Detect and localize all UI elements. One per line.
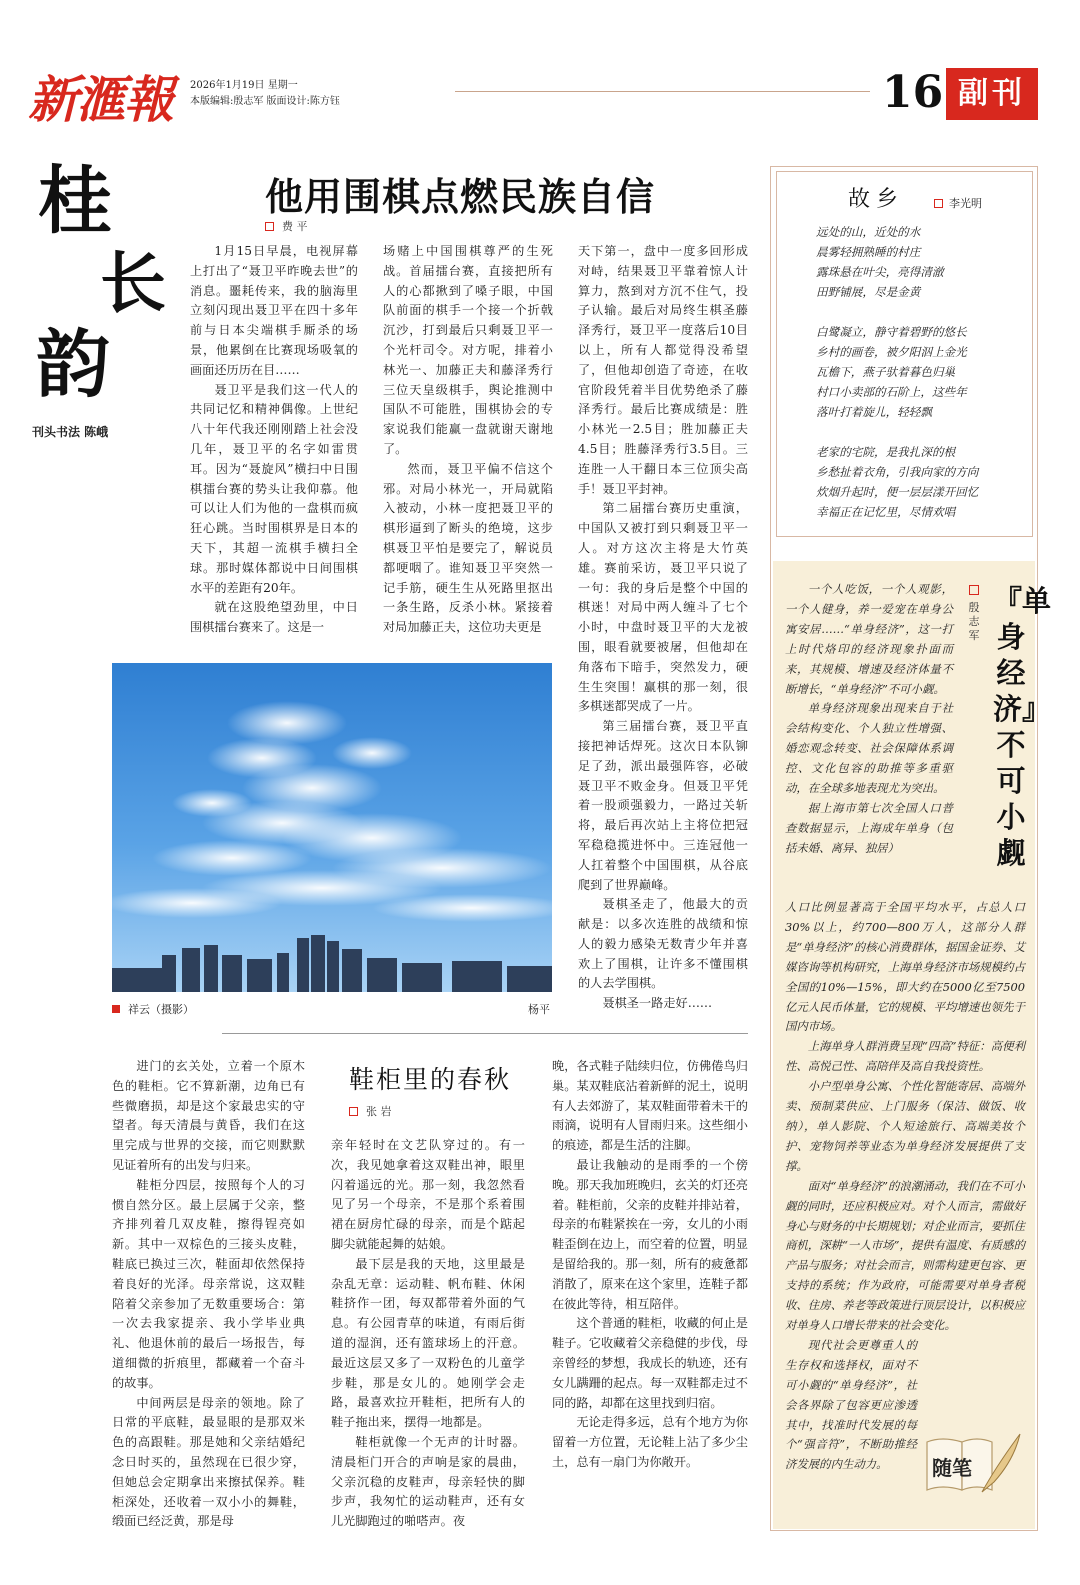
page-number: 16 bbox=[882, 67, 944, 118]
poem-line: 白鹭凝立，静守着碧野的悠长 bbox=[816, 325, 967, 339]
paragraph: 场赌上中国围棋尊严的生死战。首届擂台赛，直接把所有人的心都揪到了嗓子眼，中国队前面的棋手一个接一个折戟沉沙，打到最后只剩聂卫平一个光杆司令。对方呢，排着小林光一、加藤正夫和藤泽秀行三位天皇级棋手，舆论推测中国队不可能胜，围棋协会的专家说我们能赢一盘就谢天谢地了。 bbox=[383, 244, 553, 456]
paragraph: 现代社会更尊重人的生存权和选择权，面对不可小觑的“单身经济”，社会各界除了包容更应渗透其中，找准时代发展的每个“强音符”，不断助推经济发展的内生动力。 bbox=[785, 1337, 917, 1472]
paragraph: 最让我触动的是雨季的一个傍晚。那天我加班晚归，玄关的灯还亮着。鞋柜前，父亲的皮鞋并排站着，母亲的布鞋紧挨在一旁，女儿的小雨鞋歪倒在边上，而空着的位置，明显是留给我的。那一刻，所有的疲惫都消散了，原来在这个家里，连鞋子都在彼此等待，相互陪伴。 bbox=[552, 1157, 748, 1311]
paragraph: 这个普通的鞋柜，收藏的何止是鞋子。它收藏着父亲稳健的步伐，母亲曾经的梦想，我成长的轨迹，还有女儿蹒跚的起点。每一双鞋都走过不同的路，却都在这里找到归宿。 bbox=[552, 1316, 748, 1410]
byline-marker-icon bbox=[969, 585, 979, 595]
poem-stanza bbox=[816, 442, 978, 522]
essay-byline bbox=[966, 585, 982, 643]
column-title-char: 桂 bbox=[38, 158, 112, 244]
article1-column-2 bbox=[383, 242, 553, 638]
paragraph: 天下第一，盘中一度多回形成对峙，结果聂卫平靠着惊人计算力，熬到对方沉不住气，投子认输。最后对局终生棋圣藤泽秀行，聂卫平一度落后10目以上，所有人都觉得没希望了，但他却创造了奇迹，在收官阶段凭着半目优势绝杀了藤泽秀行。最后比赛成绩是：胜小林光一2.5目；胜加藤正夫4.5目；胜藤泽秀行3.5目。三连胜一人干翻日本三位顶尖高手！聂卫平封神。 bbox=[578, 244, 748, 496]
paragraph: 进门的玄关处，立着一个原木色的鞋柜。它不算新潮，边角已有些微磨损，却是这个家最忠实的守望者。每天清晨与黄昏，我们在这里完成与世界的交接，而它则默默见证着所有的出发与归来。 bbox=[112, 1059, 305, 1172]
quill-scroll-icon bbox=[922, 1430, 1022, 1500]
article-divider bbox=[222, 1033, 748, 1034]
section-label: 副刊 bbox=[946, 68, 1038, 120]
column-title-calligraphy bbox=[28, 160, 178, 420]
paragraph: 鞋柜就像一个无声的计时器。清晨柜门开合的声响是家的晨曲，父亲沉稳的皮鞋声，母亲轻快的脚步声，我匆忙的运动鞋声，还有女儿光脚跑过的啪嗒声。夜 bbox=[331, 1434, 525, 1529]
paragraph: 一个人吃饭，一个人观影，一个人健身，养一爱宠在单身公寓安居……“单身经济”，这一打上时代烙印的经济现象扑面而来，其规模、增速及经济体量不断增长，“单身经济”不可小觑。 bbox=[785, 582, 953, 696]
poem-line: 落叶打着旋儿，轻轻飘 bbox=[816, 405, 932, 419]
poem-line: 炊烟升起时，便一层层漾开回忆 bbox=[816, 485, 979, 499]
byline-marker-icon bbox=[349, 1107, 358, 1116]
column-title-char: 长 bbox=[100, 244, 166, 322]
issue-date: 2026年1月19日 星期一 bbox=[190, 80, 298, 91]
paragraph: 亲年轻时在文艺队穿过的。有一次，我见她拿着这双鞋出神，眼里闪着遥远的光。那一刻，我忽然看见了另一个母亲，不是那个系着围裙在厨房忙碌的母亲，而是个踮起脚尖就能起舞的姑娘。 bbox=[331, 1138, 525, 1251]
paragraph: 鞋柜分四层，按照每个人的习惯自然分区。最上层属于父亲，整齐排列着几双皮鞋，擦得锃亮如新。其中一双棕色的三接头皮鞋，鞋底已换过三次，鞋面却依然保持着良好的光泽。母亲常说，这双鞋陪着父亲参加了无数重要场合：第一次去我家提亲、我小学毕业典礼、他退休前的最后一场报告，每道细微的折痕里，都藏着一个奋斗的故事。 bbox=[112, 1177, 305, 1390]
column-title-char: 韵 bbox=[36, 322, 110, 408]
paragraph: 据上海市第七次全国人口普查数据显示，上海成年单身（包括未婚、离异、独居） bbox=[785, 800, 953, 855]
paragraph: 无论走得多远，总有个地方为你留着一方位置，无论鞋上沾了多少尘土，总有一扇门为你敞开。 bbox=[552, 1415, 748, 1469]
paragraph: 第二届擂台赛历史重演，中国队又被打到只剩聂卫平一人。对方这次主将是大竹英雄。赛前采访，聂卫平只说了一句：我的身后是整个中国的棋迷！对局中两人缠斗了七个小时，中盘时聂卫平的大龙被围，眼看就要被屠，但他却在角落布下暗手，突然发力，硬生生突围！赢棋的那一刻，很多棋迷都哭成了一片。 bbox=[578, 501, 748, 714]
poem-line: 远处的山，近处的水 bbox=[816, 225, 921, 239]
photo-credit: 杨平 bbox=[528, 1003, 550, 1016]
article2-author: 张 岩 bbox=[366, 1105, 392, 1118]
masthead-info bbox=[190, 78, 340, 110]
article2-column-3 bbox=[552, 1057, 748, 1473]
poem-line: 田野铺展，尽是金黄 bbox=[816, 285, 921, 299]
photo-caption-text: 祥云（摄影） bbox=[128, 1003, 194, 1016]
poem-body bbox=[816, 222, 978, 542]
article1-author: 费 平 bbox=[282, 220, 308, 233]
poem-title: 故乡 bbox=[848, 187, 905, 212]
poem-line: 乡愁扯着衣角，引我向家的方向 bbox=[816, 465, 979, 479]
quill-scroll-graphic bbox=[922, 1430, 1022, 1500]
paragraph: 第三届擂台赛，聂卫平直接把神话焊死。这次日本队铆足了劲，派出最强阵容，必破聂卫平不败金身。但聂卫平凭着一股顽强毅力，一路过关斩将，最后再次站上主将位把冠军稳稳揽进怀中。三连冠他一人扛着整个中国围棋，从谷底爬到了世界巅峰。 bbox=[578, 719, 748, 892]
paragraph: 面对“单身经济”的浪潮涌动，我们在不可小觑的同时，还应积极应对。对个人而言，需做好身心与财务的中长期规划；对企业而言，要抓住商机，深耕“一人市场”，提供有温度、有质感的产品与服务；对社会而言，则需构建更包容、更支持的系统；作为政府，可能需要对单身者税收、住房、养老等政策进行顶层设计，以积极应对单身人口增长带来的社会变化。 bbox=[785, 1178, 1025, 1333]
article2-column-2 bbox=[331, 1136, 525, 1532]
editor-credits: 本版编辑:殷志军 版面设计:陈方钰 bbox=[190, 96, 340, 107]
essay-bottom-column bbox=[785, 898, 1025, 1475]
article1-byline bbox=[265, 218, 308, 234]
poem-author: 李光明 bbox=[949, 197, 982, 210]
caption-marker-icon bbox=[112, 1005, 120, 1013]
paragraph: 聂棋圣一路走好…… bbox=[602, 996, 713, 1011]
byline-marker-icon bbox=[934, 199, 943, 208]
article1-column-1 bbox=[190, 242, 358, 638]
paragraph: 聂棋圣走了，他最大的贡献是：以多次连胜的战绩和惊人的毅力感染无数青少年并喜欢上了围棋，让许多不懂围棋的人去学围棋。 bbox=[578, 897, 748, 991]
poem-stanza bbox=[816, 322, 978, 422]
essay-title: 『单身经济』不可小觑 bbox=[993, 584, 1052, 870]
paragraph: 晚，各式鞋子陆续归位，仿佛倦鸟归巢。某双鞋底沾着新鲜的泥土，说明有人去郊游了，某双鞋面带着未干的雨滴，说明有人冒雨归来。这些细小的痕迹，都是生活的注脚。 bbox=[552, 1059, 748, 1153]
essay-author: 殷志军 bbox=[968, 601, 980, 642]
sky-photograph bbox=[112, 663, 552, 992]
poem-byline bbox=[934, 195, 982, 211]
newspaper-masthead-logo: 新滙報 bbox=[28, 70, 172, 129]
sky-photo-image bbox=[112, 663, 552, 992]
paragraph: 然而，聂卫平偏不信这个邪。对局小林光一，开局就陷入被动，小林一度把聂卫平的棋形逼到了断头的绝境，这步棋聂卫平怕是要完了，解说员都哽咽了。谁知聂卫平突然一记手筋，硬生生从死路里抠出一条生路，反杀小林。紧接着对局加藤正夫，这位功夫更是 bbox=[383, 461, 553, 635]
calligraphy-credit: 刊头书法 陈峨 bbox=[32, 425, 109, 439]
quill-label: 随笔 bbox=[932, 1456, 972, 1480]
photo-caption bbox=[112, 1001, 194, 1017]
poem-line: 瓦檐下，燕子驮着暮色归巢 bbox=[816, 365, 956, 379]
article1-headline: 他用围棋点燃民族自信 bbox=[265, 174, 656, 219]
paragraph: 就在这股绝望劲里，中日围棋擂台赛来了。这是一 bbox=[190, 600, 358, 635]
byline-marker-icon bbox=[265, 222, 274, 231]
masthead-rule bbox=[455, 91, 870, 92]
poem-line: 晨雾轻拥熟睡的村庄 bbox=[816, 245, 921, 259]
paragraph: 单身经济现象出现来自于社会结构变化、个人独立性增强、婚恋观念转变、社会保障体系调控、文化包容的助推等多重驱动，在全球多地表现尤为突出。 bbox=[785, 701, 953, 796]
paragraph: 最下层是我的天地，这里最是杂乱无章：运动鞋、帆布鞋、休闲鞋挤作一团，每双都带着外面的气息。有公园青草的味道，有雨后街道的湿润，还有篮球场上的汗意。最近这层又多了一双粉色的儿童学步鞋，那是女儿的。她刚学会走路，最喜欢拉开鞋柜，把所有人的鞋子拖出来，摆得一地都是。 bbox=[331, 1256, 525, 1430]
poem-line: 幸福正在记忆里，尽情欢唱 bbox=[816, 505, 956, 519]
article2-column-1 bbox=[112, 1057, 305, 1532]
poem-line: 露珠悬在叶尖，亮得清澈 bbox=[816, 265, 944, 279]
article1-column-3 bbox=[578, 242, 748, 1014]
paragraph: 中间两层是母亲的领地。除了日常的平底鞋，最显眼的是那双米色的高跟鞋。那是她和父亲结婚纪念日时买的，虽然现在已很少穿，但她总会定期拿出来擦拭保养。鞋柜深处，还收着一双小小的舞鞋，缎面已经泛黄，那是母 bbox=[112, 1395, 305, 1529]
paragraph: 1月15日早晨，电视屏幕上打出了“聂卫平昨晚去世”的消息。噩耗传来，我的脑海里立刻闪现出聂卫平在四十多年前与日本尖端棋手厮杀的场景，他累倒在比赛现场吸氧的画面还历历在目…… bbox=[190, 244, 358, 377]
paragraph: 聂卫平是我们这一代人的共同记忆和精神偶像。上世纪八十年代我还刚刚踏上社会没几年，聂卫平的名字如雷贯耳。因为“聂旋风”横扫中日围棋擂台赛的势头让我仰慕。他可以让人们为他的一盘棋而疯狂心跳。当时围棋界是日本的天下，其超一流棋手横扫全球。那时媒体都说中日间围棋水平的差距有20年。 bbox=[190, 382, 358, 595]
poem-stanza bbox=[816, 222, 978, 302]
article2-byline bbox=[349, 1103, 392, 1119]
paragraph: 人口比例显著高于全国平均水平，占总人口30%以上，约700—800万人，这部分人群是“单身经济”的核心消费群体，据国金证券、艾媒咨询等机构研究，上海单身经济市场规模约占全国的10%—15%，即大约在5000亿至7500亿元人民币体量，它的规模、平均增速也领先于国内市场。 bbox=[785, 900, 1025, 1034]
essay-top-column bbox=[785, 580, 953, 859]
poem-line: 老家的宅院，是我扎深的根 bbox=[816, 445, 956, 459]
paragraph: 小户型单身公寓、个性化智能寄居、高端外卖、预制菜供应、上门服务（保洁、做饭、收纳），单人影院、个人短途旅行、高端美妆个护、宠物饲养等业态为单身经济发展提供了支撑。 bbox=[785, 1079, 1025, 1173]
article2-headline: 鞋柜里的春秋 bbox=[349, 1065, 512, 1094]
poem-line: 村口小卖部的石阶上，这些年 bbox=[816, 385, 967, 399]
poem-line: 乡村的画卷，被夕阳泅上金光 bbox=[816, 345, 967, 359]
paragraph: 上海单身人群消费呈现“四高”特征：高便利性、高悦己性、高陪伴及高自我投资性。 bbox=[785, 1039, 1025, 1074]
